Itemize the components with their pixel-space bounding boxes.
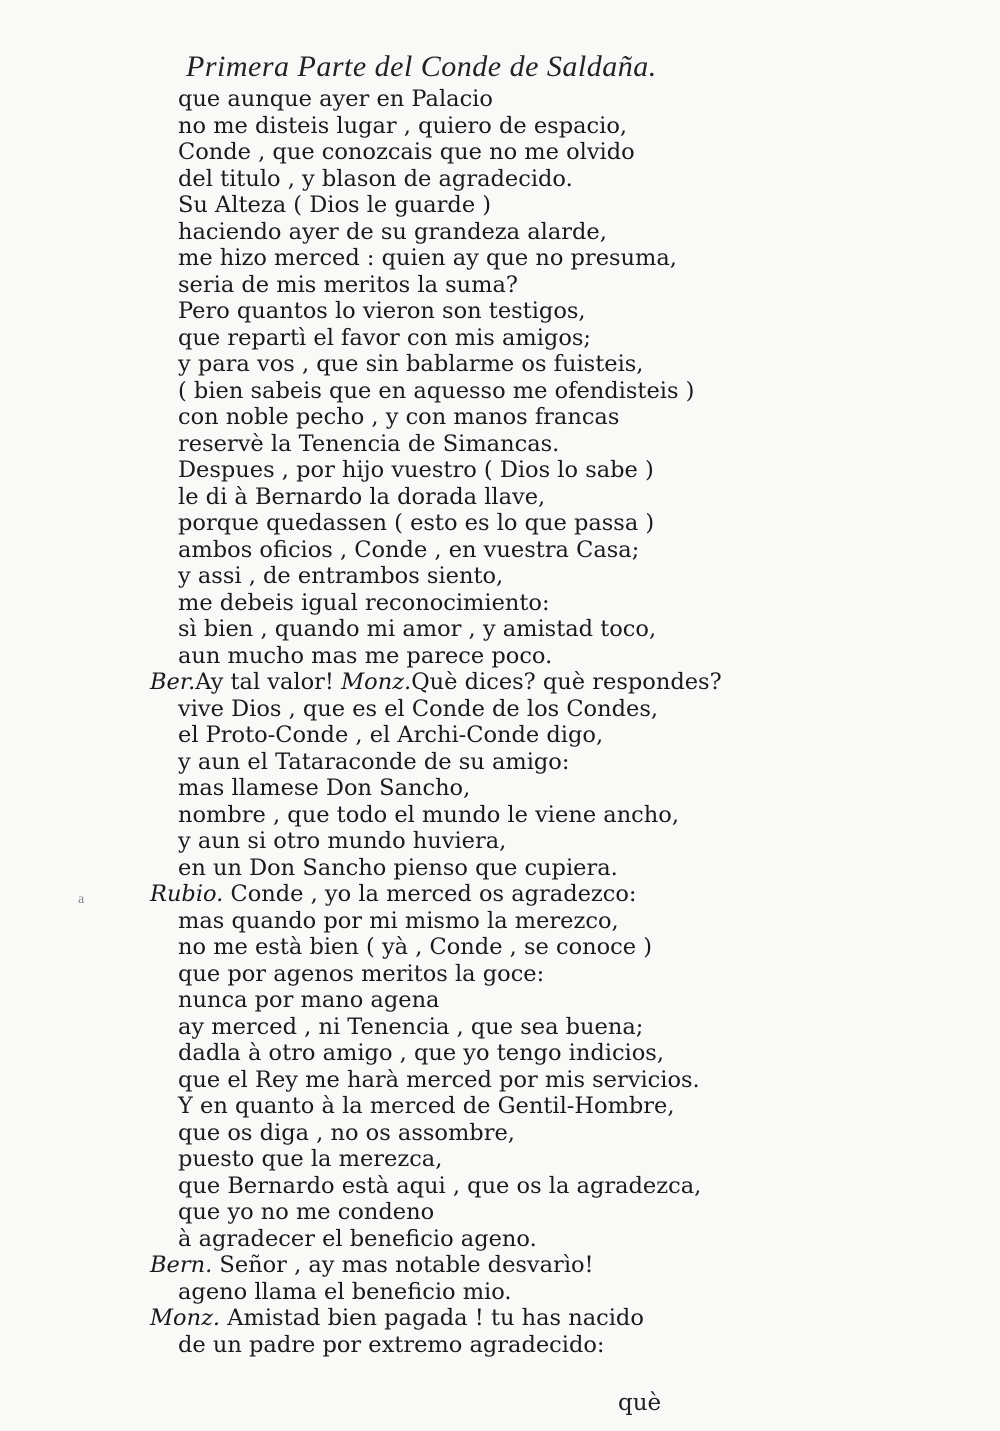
verse-line: [150, 404, 670, 431]
line-text: à agradecer el beneficio ageno.: [178, 1225, 537, 1252]
verse-line: [150, 1305, 670, 1332]
verse-line: [150, 219, 670, 246]
verse-line: [150, 113, 670, 140]
speaker-label: Rubio.: [150, 881, 224, 907]
line-text: que el Rey me harà merced por mis servicios.: [178, 1066, 700, 1093]
verse-line: [150, 1226, 670, 1253]
line-text: ay merced , ni Tenencia , que sea buena;: [178, 1013, 644, 1040]
line-text: Amistad bien pagada ! tu has nacido: [220, 1305, 644, 1331]
line-text: Conde , que conozcais que no me olvido: [178, 139, 635, 165]
verse-line: [150, 696, 670, 723]
speaker-label: Monz.: [341, 669, 412, 695]
line-text: con noble pecho , y con manos francas: [178, 404, 620, 430]
verse-line: [150, 431, 670, 458]
line-text: del titulo , y blason de agradecido.: [178, 165, 573, 192]
verse-line: [150, 1014, 670, 1041]
line-text: que Bernardo està aqui , que os la agradezca,: [178, 1172, 702, 1199]
verse-line: [150, 298, 670, 325]
line-text: vive Dios , que es el Conde de los Condes,: [178, 695, 659, 722]
running-header: Primera Parte del Conde de Saldaña.: [186, 50, 657, 83]
speaker-label: Bern.: [150, 1252, 213, 1278]
line-text: nombre , que todo el mundo le viene ancho,: [178, 801, 679, 828]
verse-line: [150, 1332, 670, 1359]
line-text: y aun si otro mundo huviera,: [178, 828, 507, 854]
verse-line: [150, 457, 670, 484]
verse-line: [150, 325, 670, 352]
line-text: que por agenos meritos la goce:: [178, 960, 545, 987]
line-text: me hizo merced : quien ay que no presuma,: [178, 245, 677, 271]
line-text: puesto que la merezca,: [178, 1146, 443, 1172]
verse-line: [150, 1066, 700, 1094]
verse-line: [150, 775, 670, 802]
line-text: y aun el Tataraconde de su amigo:: [178, 748, 570, 775]
verse-line: [150, 590, 670, 617]
line-text: y assi , de entrambos siento,: [178, 563, 504, 589]
line-text: que yo no me condeno: [178, 1199, 435, 1225]
verse-line: [150, 537, 670, 564]
verse-line: [150, 1172, 702, 1200]
line-text: seria de mis meritos la suma?: [178, 271, 518, 298]
verse-line: [150, 961, 670, 988]
line-text: mas quando por mi mismo la merezco,: [178, 907, 619, 934]
verse-line: [150, 828, 670, 855]
verse-line: [150, 908, 670, 935]
catchword: què: [618, 1390, 662, 1416]
verse-line: [150, 1199, 670, 1226]
line-text: Ay tal valor!: [195, 669, 342, 695]
line-text: Què dices? què respondes?: [411, 669, 722, 695]
margin-mark: a: [78, 892, 85, 907]
verse-line: [150, 377, 695, 405]
line-text: el Proto-Conde , el Archi-Conde digo,: [178, 722, 604, 748]
line-text: aun mucho mas me parece poco.: [178, 642, 553, 669]
verse-line: [150, 86, 670, 113]
line-text: Conde , yo la merced os agradezco:: [223, 881, 637, 907]
verse-line: [150, 563, 670, 590]
line-text: me debeis igual reconocimiento:: [178, 589, 550, 616]
verse-line: [150, 192, 670, 219]
line-text: haciendo ayer de su grandeza alarde,: [178, 218, 607, 245]
line-text: le di à Bernardo la dorada llave,: [178, 483, 546, 510]
line-text: ageno llama el beneficio mio.: [178, 1278, 512, 1305]
verse-line: [150, 722, 670, 749]
line-text: dadla à otro amigo , que yo tengo indicios,: [178, 1040, 664, 1066]
line-text: Su Alteza ( Dios le guarde ): [178, 192, 492, 218]
line-text: en un Don Sancho pienso que cupiera.: [178, 854, 618, 881]
line-text: mas llamese Don Sancho,: [178, 775, 471, 801]
verse-line: [150, 801, 679, 829]
line-text: nunca por mano agena: [178, 987, 440, 1013]
line-text: que repartì el favor con mis amigos;: [178, 324, 592, 351]
verse-line: [150, 987, 670, 1014]
line-text: no me està bien ( yà , Conde , se conoce ): [178, 934, 653, 960]
verse-line: [150, 1093, 675, 1120]
line-text: Despues , por hijo vuestro ( Dios lo sabe ): [178, 457, 654, 483]
verse-line: [150, 245, 677, 272]
speaker-label: Monz.: [150, 1305, 221, 1331]
line-text: no me disteis lugar , quiero de espacio,: [178, 112, 628, 139]
line-text: que aunque ayer en Palacio: [178, 86, 493, 112]
verse-line: [150, 669, 722, 696]
line-text: Pero quantos lo vieron son testigos,: [178, 298, 586, 324]
line-text: de un padre por extremo agradecido:: [178, 1331, 605, 1358]
line-text: porque quedassen ( esto es lo que passa ): [178, 510, 655, 536]
verse-line: [150, 510, 670, 537]
line-text: reservè la Tenencia de Simancas.: [178, 430, 560, 457]
verse-line: [150, 1146, 670, 1173]
verse-text: [150, 86, 722, 1358]
verse-line: [150, 351, 670, 378]
verse-line: [150, 139, 670, 166]
verse-line: [150, 1040, 670, 1067]
line-text: Señor , ay mas notable desvarìo!: [212, 1252, 594, 1278]
verse-line: [150, 484, 670, 511]
line-text: sì bien , quando mi amor , y amistad toco,: [178, 616, 657, 642]
line-text: Y en quanto à la merced de Gentil-Hombre,: [178, 1093, 675, 1119]
verse-line: [150, 272, 670, 299]
line-text: que os diga , no os assombre,: [178, 1119, 515, 1146]
verse-line: [150, 1252, 670, 1279]
verse-line: [150, 749, 670, 776]
verse-line: [150, 1120, 670, 1147]
verse-line: [150, 855, 670, 882]
verse-line: [150, 934, 670, 961]
verse-line: [150, 1279, 670, 1306]
verse-line: [150, 616, 670, 643]
verse-line: [150, 643, 670, 670]
speaker-label: Ber.: [150, 669, 196, 695]
line-text: y para vos , que sin bablarme os fuisteis,: [178, 351, 644, 377]
verse-line: [150, 881, 670, 908]
verse-line: [150, 166, 670, 193]
line-text: ( bien sabeis que en aquesso me ofendisteis ): [178, 377, 695, 404]
line-text: ambos oficios , Conde , en vuestra Casa;: [178, 536, 640, 563]
